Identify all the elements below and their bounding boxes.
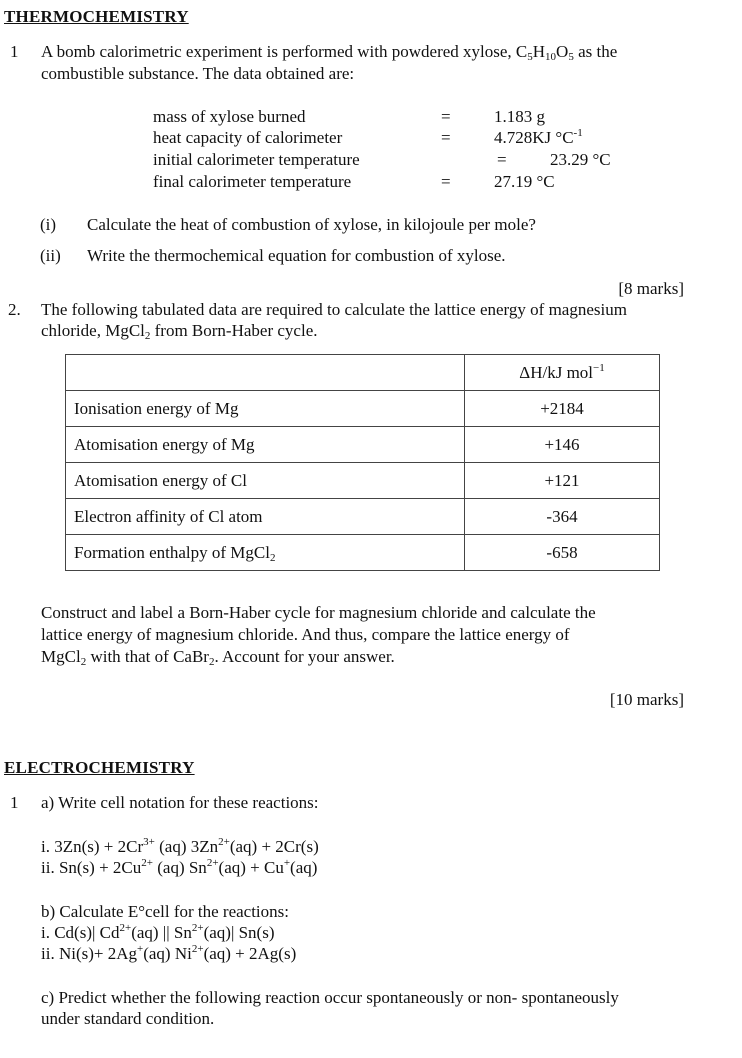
table-cell-label: Atomisation energy of Cl (66, 463, 465, 499)
table-row (66, 499, 660, 535)
data-value: 1.183 g (494, 107, 545, 126)
data-label: initial calorimeter temperature (153, 150, 360, 169)
question-text-line: The following tabulated data are required to calculate the lattice energy of magnesium (41, 300, 627, 319)
question-number: 1 (10, 793, 19, 812)
table-row (66, 463, 660, 499)
data-label: heat capacity of calorimeter (153, 128, 343, 147)
table-cell-label: Atomisation energy of Mg (66, 427, 465, 463)
part-text: Write the thermochemical equation for combustion of xylose. (87, 246, 506, 265)
table-cell-value: +2184 (465, 391, 660, 427)
table-cell-label: Formation enthalpy of MgCl$_2$ (66, 535, 465, 571)
part-number: (ii) (40, 246, 61, 265)
marks-label: [10 marks] (609, 690, 684, 709)
instruction-text-line: MgCl$_2$ with that of CaBr$_2$. Account for your answer. (41, 647, 395, 668)
question-number: 2. (8, 300, 21, 319)
equals-sign: = (441, 172, 451, 191)
table-cell-value: +121 (465, 463, 660, 499)
instruction-text-line: Construct and label a Born-Haber cycle for magnesium chloride and calculate the (41, 603, 596, 622)
marks-label: [8 marks] (618, 279, 684, 298)
reaction-line: i. $3Zn(s) + 2Cr^{3+}$ (aq) $3Zn^{2+}(aq) + 2Cr(s)$ (41, 836, 319, 856)
table-cell-label: Ionisation energy of Mg (66, 391, 465, 427)
question-text-line: chloride, MgCl$_2$ from Born-Haber cycle. (41, 321, 318, 342)
table-row (66, 535, 660, 571)
table-cell-value: -658 (465, 535, 660, 571)
equals-sign: = (441, 107, 451, 126)
part-text: Calculate the heat of combustion of xylose, in kilojoule per mole? (87, 215, 536, 234)
question-text-line: under standard condition. (41, 1009, 215, 1028)
data-label: final calorimeter temperature (153, 172, 352, 191)
table-header-empty (66, 355, 465, 391)
equals-sign: = (441, 128, 451, 147)
data-value: 27.19 °C (494, 172, 555, 191)
question-text-line: c) Predict whether the following reaction occur spontaneously or non- spontaneously (41, 988, 619, 1007)
question-text-line: a) Write cell notation for these reactions: (41, 793, 319, 812)
data-label: mass of xylose burned (153, 107, 306, 126)
question-text-line: combustible substance. The data obtained are: (41, 64, 355, 83)
instruction-text-line: lattice energy of magnesium chloride. And thus, compare the lattice energy of (41, 625, 570, 644)
question-number: 1 (10, 42, 19, 61)
data-value: 4.728KJ $^\circ C^{-1}$ (494, 127, 583, 147)
reaction-line: i. Cd(s)| $Cd^{2+}(aq)$ || $Sn^{2+}(aq)|$ Sn(s) (41, 922, 275, 942)
reaction-line: ii. $Sn(s) + 2Cu^{2+}$ (aq) $Sn^{2+}(aq) + Cu^+(aq)$ (41, 857, 318, 877)
table-cell-value: -364 (465, 499, 660, 535)
table-cell-label: Electron affinity of Cl atom (66, 499, 465, 535)
table-header-cell: ΔH/kJ mol$^{-1}$ (465, 355, 660, 391)
question-text-line: b) Calculate E°cell for the reactions: (41, 902, 289, 921)
table-row (66, 391, 660, 427)
electrochemistry-heading: ELECTROCHEMISTRY (4, 758, 195, 777)
data-value: 23.29 °C (550, 150, 611, 169)
thermochemistry-heading: THERMOCHEMISTRY (4, 7, 189, 26)
equals-sign: = (497, 150, 507, 169)
table-header-row (66, 355, 660, 391)
table-cell-value: +146 (465, 427, 660, 463)
question-text-line: A bomb calorimetric experiment is performed with powdered xylose, $C_5H_{10}O_5$ as the (41, 42, 618, 63)
born-haber-data-table (65, 354, 660, 571)
table-row (66, 427, 660, 463)
part-number: (i) (40, 215, 57, 234)
reaction-line: ii. Ni(s)+ 2Ag+(aq) $Ni^{2+}(aq) + 2Ag(s)$ (41, 943, 297, 963)
